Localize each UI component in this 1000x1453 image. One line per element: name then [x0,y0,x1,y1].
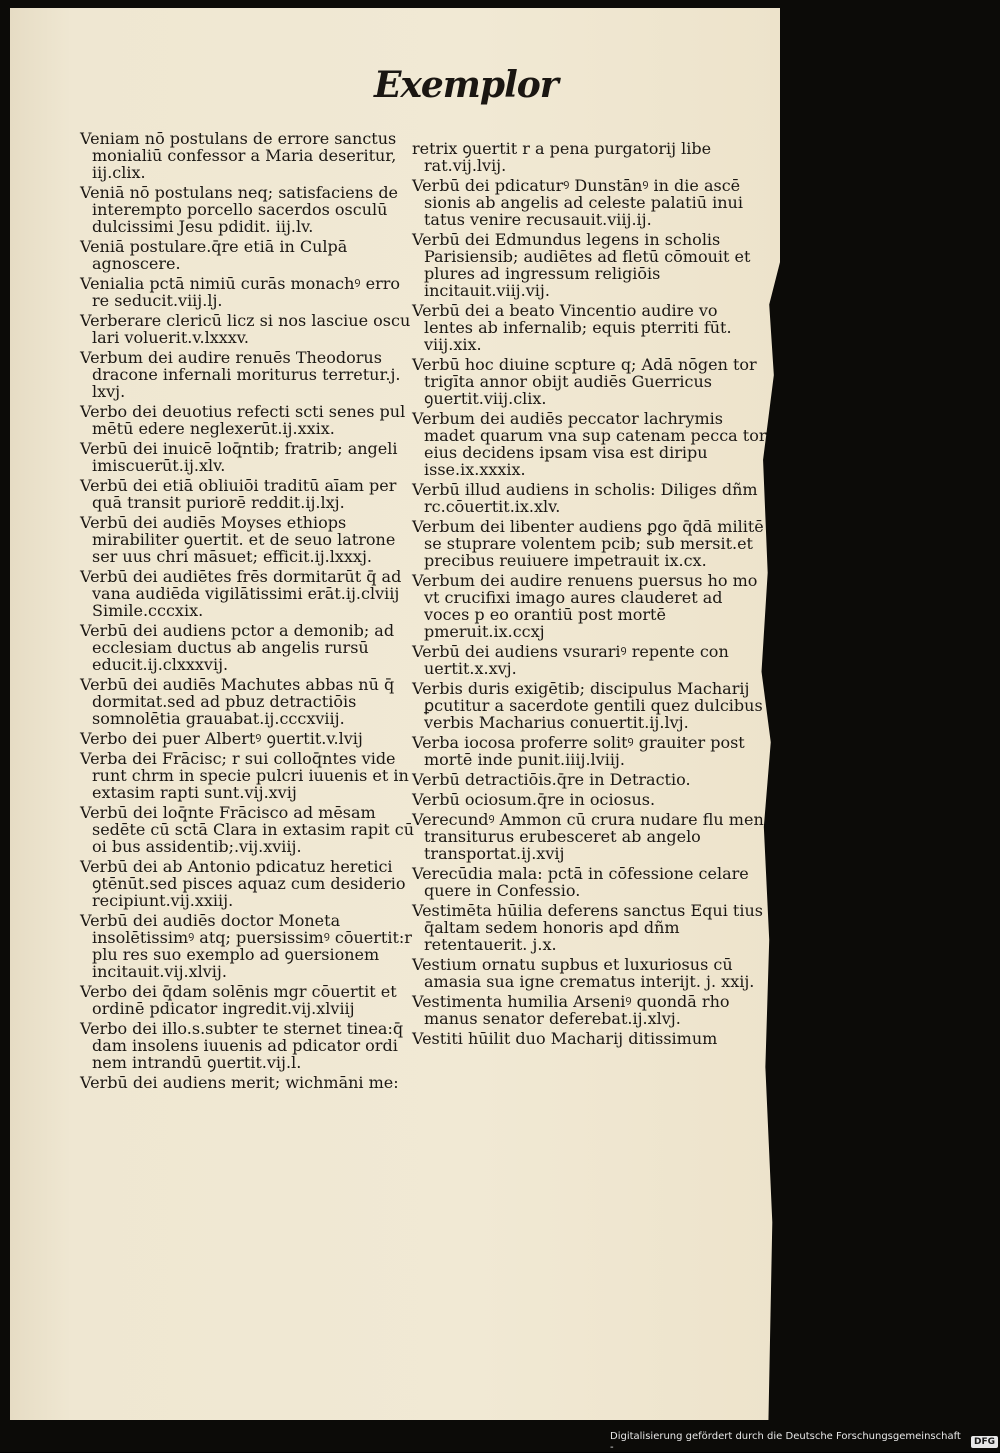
index-entry-text: Verbum dei audire renuēs Theodorus dracone infernali moriturus terretur.j. lxvj. [80,348,401,401]
index-entry [412,356,768,407]
index-entry [80,238,416,272]
index-entry-text: Verbū dei loq̄nte Frācisco ad mēsam sedēte cū sctā Clara in extasim rapit cū oi bus assidentib;.vij.xviij. [80,803,415,856]
index-entry-text: Vestium ornatu supbus et luxuriosus cū amasia sua igne crematus interijt. j. xxij. [412,955,755,991]
right-column [412,140,768,1050]
digitization-footer [610,1432,998,1452]
index-entry [412,572,768,640]
index-entry-text: Verbū dei Edmundus legens in scholis Parisiensib; audiētes ad fletū cōmouit et plures ad ingressum religiōis incitauit.viij.vij. [412,230,751,300]
index-entry-text: Verbū dei audiēs Moyses ethiops mirabiliter ꝯuertit. et de seuo latrone ser uus chri māsuet; efficit.ij.lxxxj. [80,513,396,566]
left-column [80,130,416,1094]
index-entry [80,730,416,747]
index-entry [412,231,768,299]
index-entry [80,750,416,801]
index-entry-text: Veniam nō postulans de errore sanctus monialiū confessor a Maria deseritur, iij.clix. [80,129,397,182]
index-entry-text: Verbū dei pdicaturꝰ Dunstānꝰ in die ascē sionis ab angelis ad celeste palatiū inui tatus venire recusauit.viij.ij. [412,176,743,229]
index-entry [80,514,416,565]
index-entry [80,676,416,727]
index-entry [80,804,416,855]
index-entry [412,771,768,788]
index-entry [412,811,768,862]
index-entry [80,1020,416,1071]
index-entry-text: Verbum dei audiēs peccator lachrymis madet quarum vna sup catenam pecca tor eius decidens ipsam visa est diripu isse.ix.xxxix. [412,409,767,479]
index-entry-text: Verbū dei audiens merit; wichmāni me: [80,1073,399,1092]
index-entry-text: Vestiti hūilit duo Macharij ditissimum [412,1029,718,1048]
index-entry-text: Verba iocosa proferre solitꝰ grauiter post mortē inde punit.iiij.lviij. [412,733,745,769]
index-entry-text: Verba dei Frācisc; r sui colloq̄ntes vide runt chrm in specie pulcri iuuenis et in extasim rapti sunt.vij.xvij [80,749,409,802]
index-entry [80,403,416,437]
index-entry [412,518,768,569]
index-entry-text: retrix ꝯuertit r a pena purgatorij libe rat.vij.lvij. [412,139,712,175]
index-entry-text: Verbū dei ab Antonio pdicatuz heretici ꝯtēnūt.sed pisces aquaz cum desiderio recipiunt.vij.xxiij. [80,857,406,910]
index-entry [412,956,768,990]
index-entry-text: Verbum dei libenter audiens ꝑgo q̄dā militē se stuprare volentem pcib; sub mersit.et precibus reuiuere impetrauit ix.cx. [412,517,764,570]
index-entry [412,302,768,353]
index-entry-text: Verbū dei audiens pctor a demonib; ad ecclesiam ductus ab angelis rursū educit.ij.clxxxvij. [80,621,395,674]
index-entry-text: Verbū ociosum.q̄re in ociosus. [412,790,656,809]
index-entry [412,865,768,899]
index-entry [80,440,416,474]
index-entry [80,1074,416,1091]
index-entry [412,410,768,478]
index-entry-text: Vestimēta hūilia deferens sanctus Equi tius q̄altam sedem honoris apd dñm retentauerit. j.x. [412,901,763,954]
index-entry-text: Verbū dei a beato Vincentio audire vo lentes ab infernalib; equis pterriti fūt. viij.xix. [412,301,732,354]
index-entry [80,983,416,1017]
index-entry-text: Verbū dei etiā obliuiōi traditū aīam per quā transit puriorē reddit.ij.lxj. [80,476,397,512]
index-entry-text: Verbū dei audiētes frēs dormitarūt q̄ ad vana audiēda vigilātissimi erāt.ij.clviij Simile.cccxix. [80,567,402,620]
index-entry [80,912,416,980]
index-entry-text: Verbū dei inuicē loq̄ntib; fratrib; angeli imiscuerūt.ij.xlv. [80,439,398,475]
index-entry [412,791,768,808]
index-entry-text: Verbis duris exigētib; discipulus Macharij ꝑcutitur a sacerdote gentili quez dulcibus verbis Macharius conuertit.ij.lvj. [412,679,763,732]
footer-text: Digitalisierung gefördert durch die Deutsche Forschungsgemeinschaft - [610,1431,961,1453]
index-entry [412,177,768,228]
index-entry [80,858,416,909]
index-entry [412,643,768,677]
index-entry [80,349,416,400]
index-entry-text: Veniā nō postulans neq; satisfaciens de interempto porcello sacerdos osculū dulcissimi Jesu pdidit. iij.lv. [80,183,399,236]
page-heading: Exemplor [374,64,558,106]
index-entry [80,622,416,673]
index-entry [80,184,416,235]
index-entry [412,140,768,174]
index-entry-text: Verbo dei deuotius refecti scti senes pul mētū edere neglexerūt.ij.xxix. [80,402,406,438]
index-entry-text: Verbū detractiōis.q̄re in Detractio. [412,770,691,789]
index-entry-text: Verbo dei illo.s.subter te sternet tinea:q̄ dam insolens iuuenis ad pdicator ordi nem intrandū ꝯuertit.vij.l. [80,1019,404,1072]
index-entry-text: Verbum dei audire renuens puersus ho mo vt crucifixi imago aures clauderet ad voces p eo orantiū post mortē pmeruit.ix.ccxj [412,571,758,641]
index-entry-text: Verbo dei q̄dam solēnis mgr cōuertit et ordinē pdicator ingredit.vij.xlviij [80,982,397,1018]
index-entry [80,130,416,181]
index-entry-text: Verecūdia mala: pctā in cōfessione celare quere in Confessio. [412,864,749,900]
dfg-logo: DFG [971,1436,998,1448]
index-entry-text: Verbū hoc diuine scpture q; Adā nōgen tor trigīta annor obijt audiēs Guerricus ꝯuertit.viij.clix. [412,355,757,408]
index-entry [412,481,768,515]
index-entry-text: Verbū illud audiens in scholis: Diliges dñm rc.cōuertit.ix.xlv. [412,480,758,516]
index-entry [80,275,416,309]
index-entry-text: Verberare clericū licz si nos lasciue oscu lari voluerit.v.lxxxv. [80,311,411,347]
index-entry [412,1030,768,1047]
index-entry [80,477,416,511]
index-entry [412,734,768,768]
index-entry [80,568,416,619]
index-entry-text: Verecundꝰ Ammon cū crura nudare flu men transiturus erubesceret ab angelo transportat.ij.xvij [412,810,764,863]
index-entry [80,312,416,346]
index-entry-text: Verbū dei audiens vsurariꝰ repente con uertit.x.xvj. [412,642,729,678]
index-entry-text: Verbū dei audiēs Machutes abbas nū q̄ dormitat.sed ad pbuz detractiōis somnolētia grauabat.ij.cccxviij. [80,675,395,728]
index-entry [412,680,768,731]
index-entry-text: Verbo dei puer Albertꝰ ꝯuertit.v.lvij [80,729,363,748]
index-entry-text: Verbū dei audiēs doctor Moneta insolētissimꝰ atq; puersissimꝰ cōuertit:r plu res suo exemplo ad ꝯuersionem incitauit.vij.xlvij. [80,911,412,981]
index-entry-text: Venialia pctā nimiū curās monachꝰ erro re seducit.viij.lj. [80,274,400,310]
index-entry [412,993,768,1027]
index-entry-text: Veniā postulare.q̄re etiā in Culpā agnoscere. [80,237,348,273]
index-entry-text: Vestimenta humilia Arseniꝰ quondā rho manus senator deferebat.ij.xlvj. [412,992,730,1028]
index-entry [412,902,768,953]
